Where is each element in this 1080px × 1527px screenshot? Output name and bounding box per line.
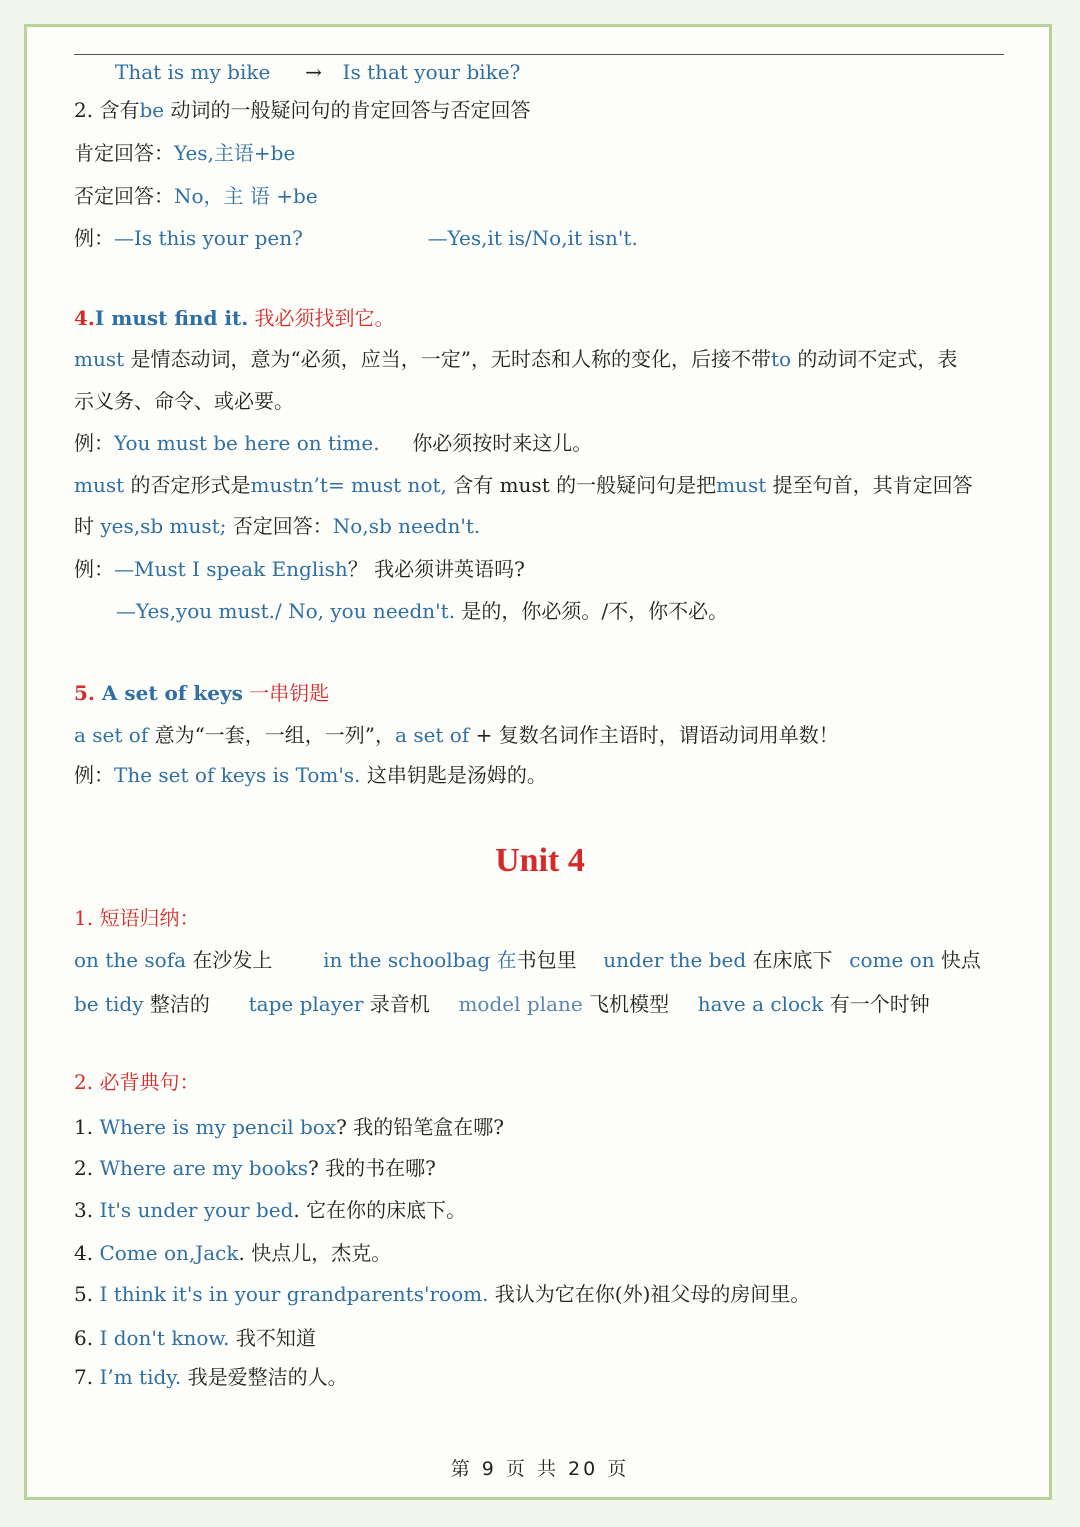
- example-en: —Must I speak English: [114, 557, 348, 581]
- sentence-number: 1.: [74, 1115, 100, 1139]
- phrase-en: tape player: [248, 992, 364, 1016]
- section-5-number: 5.: [74, 681, 95, 705]
- sentence-number: 4.: [74, 1241, 100, 1265]
- example-question: —Is this your pen?: [114, 226, 303, 250]
- negative-answer-form: No,sb needn't.: [332, 514, 481, 538]
- phrase-cn: 录音机: [363, 992, 430, 1016]
- negative-form: mustn’t= must not,: [250, 473, 447, 497]
- phrase-cn: 快点: [934, 948, 981, 972]
- section-4-para-3: [74, 472, 973, 498]
- section-5-example: [74, 762, 547, 788]
- sentence-cn: 我是爱整洁的人。: [181, 1365, 348, 1389]
- section-5-title-en: A set of keys: [94, 681, 243, 705]
- phrases-heading: 1. 短语归纳：: [74, 906, 200, 930]
- example-line: [115, 59, 520, 85]
- para-text: + 复数名词作主语时，谓语动词用单数！: [469, 723, 839, 747]
- arrow-icon: →: [305, 60, 322, 84]
- unit-title: Unit 4: [495, 842, 585, 879]
- sentence-cn: ? 我的铅笔盒在哪?: [336, 1115, 504, 1139]
- keyword-a-set-of: a set of: [395, 723, 470, 747]
- sentence-cn: 我认为它在你(外)祖父母的房间里。: [488, 1282, 811, 1306]
- negative-formula: No，主 语 +be: [174, 184, 318, 208]
- sentence-number: 6.: [74, 1326, 100, 1350]
- keyword-must: must: [74, 347, 125, 371]
- sentence-en: Where is my pencil box: [99, 1115, 337, 1139]
- para-text: 否定回答：: [226, 514, 333, 538]
- key-sentences-heading: 2. 必背典句：: [74, 1070, 200, 1094]
- example-cn: 这串钥匙是汤姆的。: [360, 763, 547, 787]
- sentence-cn: 我不知道: [229, 1326, 316, 1350]
- sentence-number: 2.: [74, 1156, 100, 1180]
- phrase-cn: 飞机模型: [582, 992, 670, 1016]
- positive-label: 肯定回答：: [74, 141, 174, 165]
- phrase-en: in the schoolbag: [323, 948, 491, 972]
- para-text: 的否定形式是: [124, 473, 251, 497]
- point-2-text: 动词的一般疑问句的肯定回答与否定回答: [164, 98, 531, 122]
- section-4-number: 4.: [74, 306, 95, 330]
- para-text: 是情态动词，意为“必须，应当，一定”，无时态和人称的变化，后接不带: [124, 347, 771, 371]
- keyword-to: to: [770, 347, 792, 371]
- section-5-title-cn: 一串钥匙: [242, 681, 330, 705]
- section-4-para-4: [74, 513, 480, 539]
- phrase-en: model plane: [458, 992, 583, 1016]
- sentence-cn: ? 我的书在哪?: [308, 1156, 436, 1180]
- positive-formula: Yes,主语+be: [174, 141, 296, 165]
- negative-label: 否定回答：: [74, 184, 174, 208]
- phrases-row-1: [74, 947, 981, 973]
- example-cn: 你必须按时来这儿。: [412, 431, 593, 455]
- phrase-cn: 有一个时钟: [823, 992, 930, 1016]
- phrase-en: have a clock: [697, 992, 824, 1016]
- section-4-para-1: [74, 346, 957, 372]
- para-text: 时: [74, 514, 101, 538]
- positive-answer: [74, 140, 295, 166]
- sentence-2: [74, 1155, 436, 1181]
- point-2-be: be: [139, 98, 165, 122]
- sentence-en: Where are my books: [99, 1156, 309, 1180]
- section-4-title-cn: 我必须找到它。: [248, 306, 395, 330]
- sentence-1: [74, 1114, 504, 1140]
- section-4-title-en: I must find it.: [94, 306, 249, 330]
- example-label: 例：: [74, 557, 114, 581]
- sentence-en: I’m tidy.: [99, 1365, 182, 1389]
- page-footer: 第 9 页 共 20 页: [450, 1458, 630, 1480]
- example-label: 例：: [74, 226, 114, 250]
- phrase-en: come on: [849, 948, 935, 972]
- example-cn: 是的，你必须。/不，你不必。: [455, 599, 729, 623]
- sentence-en: I think it's in your grandparents'room.: [99, 1282, 489, 1306]
- sentence-cn: . 快点儿，杰克。: [238, 1241, 392, 1265]
- para-text: 含有 must 的一般疑问句是把: [446, 473, 717, 497]
- example-en: —Yes,you must./ No, you needn't.: [116, 599, 456, 623]
- phrase-en: under the bed: [603, 948, 747, 972]
- section-4-example-1: [74, 430, 592, 456]
- point-2-number: 2. 含有: [74, 98, 140, 122]
- sentence-number: 3.: [74, 1198, 100, 1222]
- keyword-a-set-of: a set of: [74, 723, 149, 747]
- sentence-en: It's under your bed: [99, 1198, 294, 1222]
- sentence-3: [74, 1197, 466, 1223]
- phrase-cn: 在沙发上: [186, 948, 273, 972]
- para-text: 示义务、命令、或必要。: [74, 389, 294, 413]
- point-2-heading: [74, 97, 530, 123]
- para-text: 的动词不定式，表: [791, 347, 958, 371]
- example-cn: ？ 我必须讲英语吗?: [347, 557, 525, 581]
- section-5-heading: [74, 680, 329, 706]
- phrase-cn: 书包里: [516, 948, 577, 972]
- header-rule: [74, 54, 1004, 55]
- example-en: You must be here on time.: [114, 431, 380, 455]
- section-5-para-1: [74, 722, 839, 748]
- sentence-number: 7.: [74, 1365, 100, 1389]
- positive-answer-form: yes,sb must;: [100, 514, 227, 538]
- be-example: [74, 225, 638, 251]
- example-label: 例：: [74, 763, 114, 787]
- para-text: 提至句首，其肯定回答: [766, 473, 973, 497]
- phrase-cn: 整洁的: [143, 992, 210, 1016]
- example-label: 例：: [74, 431, 114, 455]
- sentence-4: [74, 1240, 391, 1266]
- phrase-cn: 在: [490, 948, 517, 972]
- keyword-must: must: [74, 473, 125, 497]
- phrase-en: on the sofa: [74, 948, 187, 972]
- negative-answer: [74, 183, 318, 209]
- example-question: Is that your bike?: [342, 60, 521, 84]
- sentence-7: [74, 1364, 348, 1390]
- sentence-number: 5.: [74, 1282, 100, 1306]
- phrase-cn: 在床底下: [746, 948, 833, 972]
- sentence-en: Come on,Jack: [99, 1241, 239, 1265]
- phrases-row-2: [74, 991, 930, 1017]
- section-4-heading: [74, 305, 395, 331]
- sentence-en: I don't know.: [99, 1326, 230, 1350]
- example-answer: —Yes,it is/No,it isn't.: [427, 226, 638, 250]
- para-text: 意为“一套，一组，一列”，: [148, 723, 396, 747]
- sentence-5: [74, 1281, 810, 1307]
- example-statement: That is my bike: [115, 60, 271, 84]
- phrase-en: be tidy: [74, 992, 144, 1016]
- section-4-example-2: [74, 556, 525, 582]
- sentence-cn: . 它在你的床底下。: [293, 1198, 467, 1222]
- section-4-example-3: [116, 598, 728, 624]
- example-en: The set of keys is Tom's.: [114, 763, 361, 787]
- keyword-must: must: [716, 473, 767, 497]
- sentence-6: [74, 1325, 316, 1351]
- section-4-para-2: [74, 388, 294, 414]
